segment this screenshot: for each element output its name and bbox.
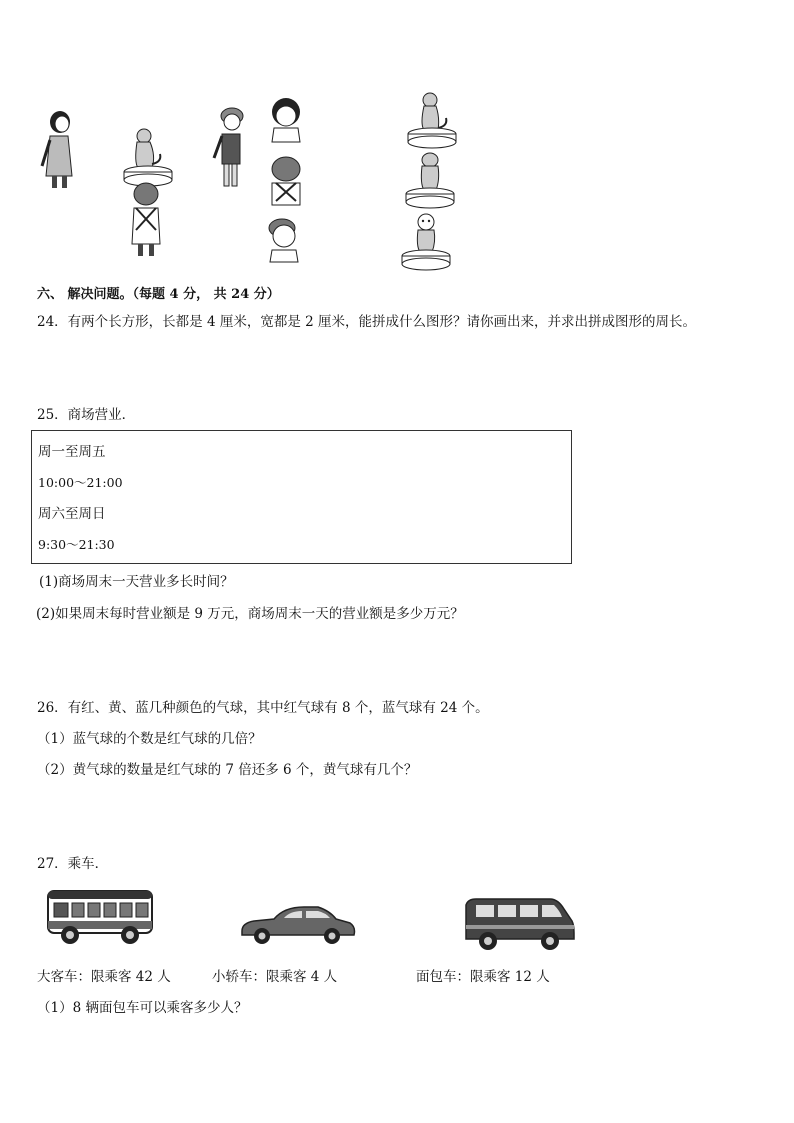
weekend-hours: 9:30～21:30: [38, 537, 115, 552]
car-icon: [238, 903, 358, 947]
section-heading: 六、 解决问题。（每题 4 分， 共 24 分）: [37, 287, 280, 302]
boy-figure-icon: [266, 216, 302, 264]
question-27-sub1: （1）8 辆面包车可以乘客多少人？: [37, 1000, 248, 1016]
van-caption: 面包车：限乘客 12 人: [416, 969, 550, 985]
schedule-box: [31, 430, 572, 564]
question-26-sub1: （1）蓝气球的个数是红气球的几倍？: [37, 731, 262, 747]
boy-figure-icon: [210, 106, 250, 190]
bus-caption: 大客车：限乘客 42 人: [37, 969, 171, 985]
boy-figure-icon: [128, 182, 164, 260]
weekday-hours: 10:00～21:00: [38, 475, 123, 490]
car-caption: 小轿车：限乘客 4 人: [212, 969, 338, 985]
girl-figure-icon: [266, 96, 306, 144]
question-24: 24．有两个长方形，长都是 4 厘米，宽都是 2 厘米，能拼成什么图形？请你画出来，并求出拼成图形的周长。: [37, 314, 697, 330]
cat-on-pedestal-icon: [398, 212, 454, 272]
van-icon: [462, 895, 578, 953]
bus-icon: [44, 887, 156, 949]
question-26: 26．有红、黄、蓝几种颜色的气球，其中红气球有 8 个，蓝气球有 24 个。: [37, 700, 489, 716]
question-25-sub1: (1)商场周末一天营业多长时间？: [39, 574, 234, 590]
question-25-title: 25．商场营业．: [37, 407, 136, 423]
cat-on-pedestal-icon: [402, 150, 458, 210]
girl-figure-icon: [36, 108, 80, 193]
weekday-label: 周一至周五: [38, 444, 106, 460]
boy-figure-icon: [266, 155, 306, 207]
cat-on-pedestal-icon: [404, 90, 460, 150]
weekend-label: 周六至周日: [38, 506, 106, 522]
question-26-sub2: （2）黄气球的数量是红气球的 7 倍还多 6 个，黄气球有几个？: [37, 762, 418, 778]
cat-on-pedestal-icon: [122, 128, 176, 188]
question-27-title: 27．乘车．: [37, 856, 109, 872]
question-25-sub2: (2)如果周末每时营业额是 9 万元，商场周末一天的营业额是多少万元？: [36, 606, 464, 622]
